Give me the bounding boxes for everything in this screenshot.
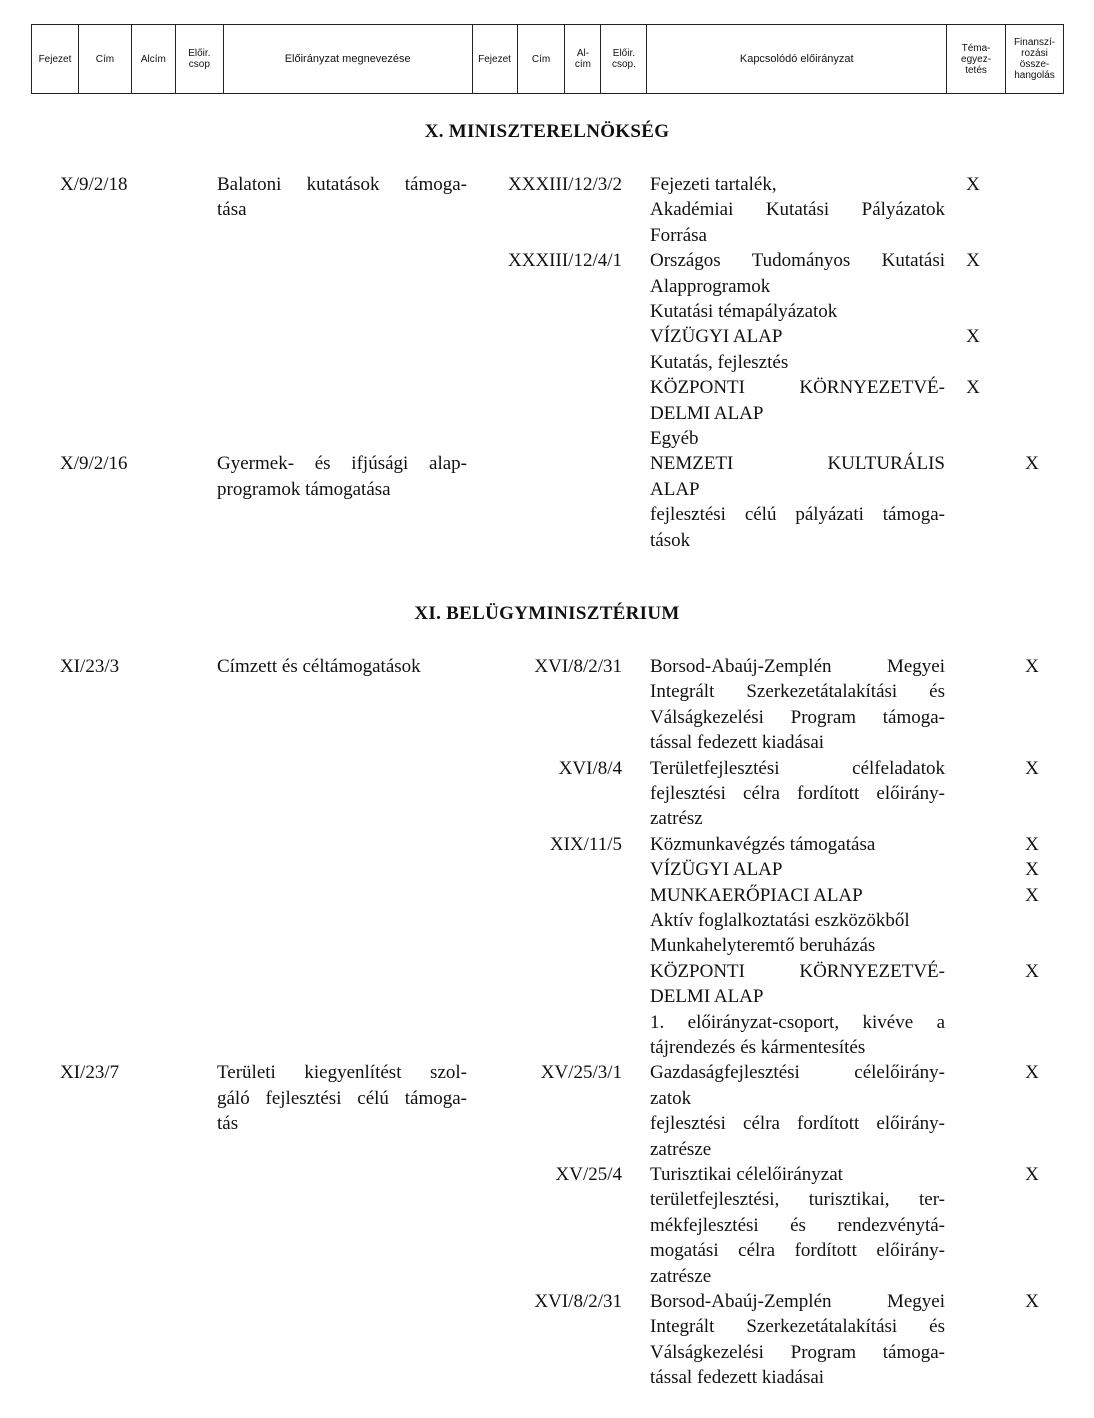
related-line: Egyéb bbox=[650, 427, 699, 449]
related-line: ALAP bbox=[650, 478, 700, 500]
related-appropriation bbox=[650, 1060, 945, 1162]
related-line: mogatási célra fordított előirány- bbox=[650, 1240, 945, 1262]
related-line: fejlesztési célra fordított előirány- bbox=[650, 782, 945, 804]
related-appropriation bbox=[650, 248, 945, 324]
item-code: XI/23/7 bbox=[60, 1062, 120, 1084]
header-cell-fejezet: Fejezet bbox=[32, 25, 79, 93]
item-title bbox=[217, 654, 467, 679]
related-line: Integrált Szerkezetátalakítási és bbox=[650, 681, 945, 703]
related-code: XXXIII/12/4/1 bbox=[508, 250, 622, 272]
section-title: X. MINISZTERELNÖKSÉG bbox=[424, 121, 670, 142]
finanszirozasi-osszehangolas-mark: X bbox=[1025, 859, 1039, 881]
finanszirozasi-osszehangolas-mark: X bbox=[1025, 1290, 1039, 1312]
header-cell-fejezet-2: Fejezet bbox=[473, 25, 518, 93]
tema-egyeztetes-mark: X bbox=[966, 326, 980, 348]
related-line: Országos Tudományos Kutatási bbox=[650, 250, 945, 272]
header-cell-alcim: Alcím bbox=[132, 25, 176, 93]
related-line: Forrása bbox=[650, 224, 707, 246]
related-line: Turisztikai célelőirányzat bbox=[650, 1163, 843, 1185]
item-title-line: Címzett és céltámogatások bbox=[217, 656, 421, 677]
tema-egyeztetes-mark: X bbox=[966, 174, 980, 195]
item-code: X/9/2/18 bbox=[60, 174, 128, 195]
related-line: fejlesztési célú pályázati támoga- bbox=[650, 504, 945, 526]
related-appropriation bbox=[650, 883, 945, 959]
related-line: Válságkezelési Program támoga- bbox=[650, 706, 945, 728]
item-title-line: Balatoni kutatások támoga- bbox=[217, 174, 467, 195]
related-line: Kutatás, fejlesztés bbox=[650, 351, 789, 373]
related-line: MUNKAERŐPIACI ALAP bbox=[650, 884, 863, 906]
related-line: Közmunkavégzés támogatása bbox=[650, 833, 876, 855]
related-appropriation bbox=[650, 832, 945, 857]
tema-egyeztetes-mark: X bbox=[966, 250, 980, 272]
header-cell-temaegyeztetes: Téma- egyez- tetés bbox=[947, 25, 1006, 93]
item-title-line: gáló fejlesztési célú támoga- bbox=[217, 1087, 467, 1109]
related-appropriation bbox=[650, 756, 945, 832]
item-title bbox=[217, 451, 467, 502]
related-line: Kutatási témapályázatok bbox=[650, 300, 838, 322]
finanszirozasi-osszehangolas-mark: X bbox=[1025, 1163, 1039, 1185]
related-line: KÖZPONTI KÖRNYEZETVÉ- bbox=[650, 377, 945, 399]
related-line: zatrész bbox=[650, 808, 703, 830]
related-line: mékfejlesztési és rendezvénytá- bbox=[650, 1214, 945, 1236]
related-code: XIX/11/5 bbox=[549, 833, 622, 855]
header-cell-finanszirozasi-osszehangolas: Finanszí- rozási össze- hangolás bbox=[1013, 37, 1056, 81]
finanszirozasi-osszehangolas-mark: X bbox=[1025, 656, 1039, 677]
header-cell-eloir-csop: Előir. csop bbox=[176, 25, 224, 93]
related-code: XVI/8/2/31 bbox=[534, 656, 622, 677]
header-cell-cim-2: Cím bbox=[518, 25, 566, 93]
related-line: zatrésze bbox=[650, 1265, 712, 1287]
related-line: Borsod-Abaúj-Zemplén Megyei bbox=[650, 656, 945, 677]
related-line: Alapprogramok bbox=[650, 275, 771, 297]
finanszirozasi-osszehangolas-mark: X bbox=[1025, 757, 1039, 779]
finanszirozasi-osszehangolas-mark: X bbox=[1025, 960, 1039, 982]
related-appropriation bbox=[650, 857, 945, 882]
related-line: tájrendezés és kármentesítés bbox=[650, 1036, 866, 1058]
tema-egyeztetes-mark: X bbox=[966, 377, 980, 399]
header-cell-kapcsolodo-eloiranyzat: Kapcsolódó előirányzat bbox=[647, 25, 947, 93]
related-line: zatok bbox=[650, 1087, 692, 1109]
related-appropriation bbox=[650, 1289, 945, 1391]
related-line: 1. előirányzat-csoport, kivéve a bbox=[650, 1011, 945, 1033]
related-line: VÍZÜGYI ALAP bbox=[650, 859, 783, 881]
related-line: Aktív foglalkoztatási eszközökből bbox=[650, 909, 910, 931]
related-line: Integrált Szerkezetátalakítási és bbox=[650, 1316, 945, 1338]
related-line: zatrésze bbox=[650, 1138, 712, 1160]
related-appropriation bbox=[650, 654, 945, 756]
related-appropriation bbox=[650, 451, 945, 553]
related-line: tások bbox=[650, 529, 691, 551]
related-line: Területfejlesztési célfeladatok bbox=[650, 757, 945, 779]
column-header-table bbox=[31, 24, 1064, 94]
related-appropriation bbox=[650, 324, 945, 375]
related-code: XVI/8/4 bbox=[558, 757, 622, 779]
finanszirozasi-osszehangolas-mark: X bbox=[1025, 884, 1039, 906]
related-appropriation bbox=[650, 375, 945, 451]
item-title bbox=[217, 172, 467, 223]
related-line: tással fedezett kiadásai bbox=[650, 1367, 825, 1389]
related-line: VÍZÜGYI ALAP bbox=[650, 326, 783, 348]
related-code: XV/25/4 bbox=[555, 1163, 622, 1185]
related-line: DELMI ALAP bbox=[650, 402, 764, 424]
related-code: XV/25/3/1 bbox=[540, 1062, 622, 1084]
finanszirozasi-osszehangolas-mark: X bbox=[1025, 833, 1039, 855]
item-title-line: tása bbox=[217, 199, 247, 221]
related-line: Munkahelyteremtő beruházás bbox=[650, 935, 876, 957]
related-line: Válságkezelési Program támoga- bbox=[650, 1341, 945, 1363]
related-line: DELMI ALAP bbox=[650, 986, 764, 1008]
item-title-line: Gyermek- és ifjúsági alap- bbox=[217, 453, 467, 475]
item-code: X/9/2/16 bbox=[60, 453, 128, 475]
section-title: XI. BELÜGYMINISZTÉRIUM bbox=[414, 603, 680, 624]
related-appropriation bbox=[650, 1162, 945, 1289]
related-line: KÖZPONTI KÖRNYEZETVÉ- bbox=[650, 960, 945, 982]
related-line: Borsod-Abaúj-Zemplén Megyei bbox=[650, 1290, 945, 1312]
finanszirozasi-osszehangolas-mark: X bbox=[1025, 453, 1039, 475]
related-code: XXXIII/12/3/2 bbox=[508, 174, 622, 195]
item-title-line: programok támogatása bbox=[217, 478, 391, 500]
related-appropriation bbox=[650, 959, 945, 1061]
related-line: tással fedezett kiadásai bbox=[650, 732, 825, 754]
header-cell-eloiranyzat-megnevezese: Előirányzat megnevezése bbox=[224, 25, 473, 93]
related-line: területfejlesztési, turisztikai, ter- bbox=[650, 1189, 945, 1211]
related-line: Fejezeti tartalék, bbox=[650, 174, 777, 195]
header-cell-cim: Cím bbox=[79, 25, 132, 93]
item-title-line: tás bbox=[217, 1113, 239, 1135]
related-appropriation bbox=[650, 172, 945, 248]
finanszirozasi-osszehangolas-mark: X bbox=[1025, 1062, 1039, 1084]
header-cell-alcim-2: Al- cím bbox=[565, 25, 601, 93]
item-title-line: Területi kiegyenlítést szol- bbox=[217, 1062, 467, 1084]
item-code: XI/23/3 bbox=[60, 656, 120, 677]
header-cell-eloir-csop-2: Előir. csop. bbox=[601, 25, 647, 93]
related-line: NEMZETI KULTURÁLIS bbox=[650, 453, 945, 475]
item-title bbox=[217, 1060, 467, 1136]
related-code: XVI/8/2/31 bbox=[534, 1290, 622, 1312]
related-line: Gazdaságfejlesztési célelőirány- bbox=[650, 1062, 945, 1084]
related-line: Akadémiai Kutatási Pályázatok bbox=[650, 199, 945, 221]
related-line: fejlesztési célra fordított előirány- bbox=[650, 1113, 945, 1135]
